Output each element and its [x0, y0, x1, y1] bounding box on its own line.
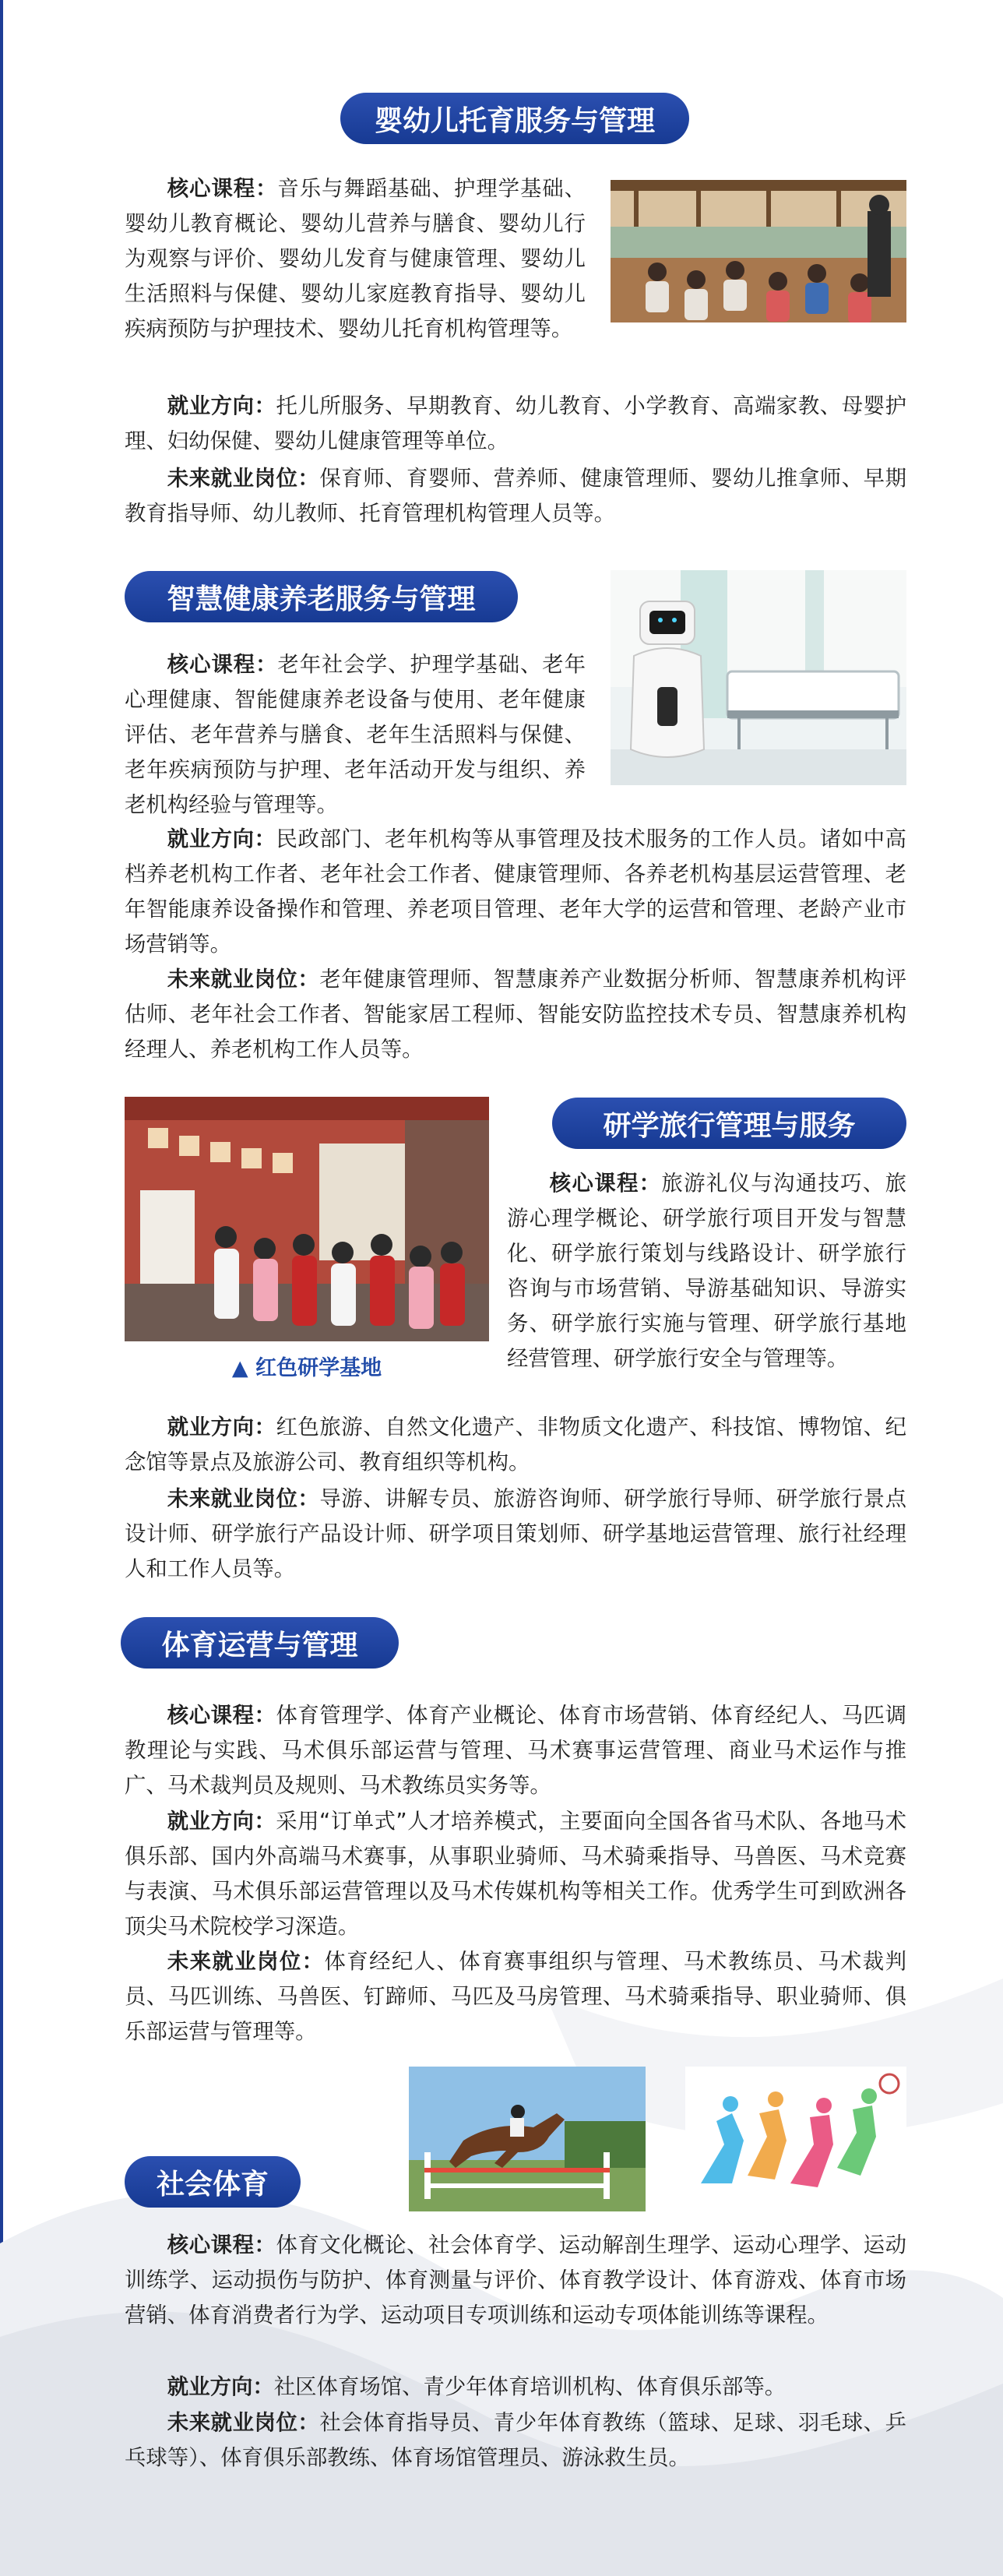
infant-career [125, 389, 906, 459]
infant-courses-label: 核心课程： [167, 177, 278, 201]
social-sports-career-label: 就业方向： [167, 2375, 274, 2399]
sports-ops-jobs-text: 体育经纪人、体育赛事组织与管理、马术教练员、马术裁判员、马匹训练、马兽医、钉蹄师、马匹及马房管理、马术骑乘指导、职业骑师、俱乐部运营与管理等。 [125, 1950, 906, 2044]
photo-caption-red-study-base: ▲ 红色研学基地 [231, 1356, 382, 1380]
infant-career-label: 就业方向： [167, 394, 276, 418]
sports-ops-jobs [125, 1944, 906, 2049]
elderly-career [125, 822, 906, 962]
elderly-career-label: 就业方向： [167, 827, 276, 851]
section-title-social-sports: 社会体育 [125, 2156, 301, 2208]
red-study-base-photo [125, 1097, 489, 1341]
elderly-care-robot-photo [611, 570, 906, 785]
sports-ops-courses-label: 核心课程： [167, 1704, 276, 1728]
social-sports-career [125, 2370, 906, 2405]
elderly-career-text: 民政部门、老年机构等从事管理及技术服务的工作人员。诸如中高档养老机构工作者、老年社会工作者、健康管理师、各养老机构基层运营管理、老年智能康养设备操作和管理、养老项目管理、老年大学的运营和管理、老龄产业市场营销等。 [125, 827, 906, 957]
infant-courses-text: 音乐与舞蹈基础、护理学基础、婴幼儿教育概论、婴幼儿营养与膳食、婴幼儿行为观察与评价、婴幼儿发育与健康管理、婴幼儿生活照料与保健、婴幼儿家庭教育指导、婴幼儿疾病预防与护理技术、婴幼儿托育机构管理等。 [125, 177, 586, 341]
study-travel-career-label: 就业方向： [167, 1415, 276, 1440]
elderly-jobs-text: 老年健康管理师、智慧康养产业数据分析师、智慧康养机构评估师、老年社会工作者、智能家居工程师、智能安防监控技术专员、智慧康养机构经理人、养老机构工作人员等。 [125, 967, 906, 1062]
elderly-courses-text: 老年社会学、护理学基础、老年心理健康、智能健康养老设备与使用、老年健康评估、老年营养与膳食、老年生活照料与保健、老年疾病预防与护理、老年活动开发与组织、养老机构经验与管理等。 [125, 653, 586, 817]
sports-silhouettes-illustration [685, 2067, 906, 2211]
sports-ops-career [125, 1804, 906, 1944]
social-sports-jobs [125, 2405, 906, 2476]
study-travel-courses-label: 核心课程： [549, 1172, 662, 1196]
section-title-study-travel: 研学旅行管理与服务 [552, 1098, 906, 1149]
elderly-courses [125, 647, 586, 823]
social-sports-courses-label: 核心课程： [167, 2233, 276, 2257]
study-travel-career-text: 红色旅游、自然文化遗产、非物质文化遗产、科技馆、博物馆、纪念馆等景点及旅游公司、教育组织等机构。 [125, 1415, 906, 1475]
study-travel-courses-text: 旅游礼仪与沟通技巧、旅游心理学概论、研学旅行项目开发与智慧化、研学旅行策划与线路设计、研学旅行咨询与市场营销、导游基础知识、导游实务、研学旅行实施与管理、研学旅行基地经营管理、研学旅行安全与管理等。 [507, 1172, 906, 1371]
childcare-classroom-photo [611, 180, 906, 322]
study-travel-jobs [125, 1482, 906, 1587]
infant-courses [125, 171, 586, 347]
sports-ops-jobs-label: 未来就业岗位： [167, 1950, 325, 1974]
elderly-jobs-label: 未来就业岗位： [167, 967, 320, 992]
sports-ops-courses [125, 1698, 906, 1803]
social-sports-courses-text: 体育文化概论、社会体育学、运动解剖生理学、运动心理学、运动训练学、运动损伤与防护、体育测量与评价、体育教学设计、体育游戏、体育市场营销、体育消费者行为学、运动项目专项训练和运动专项体能训练等课程。 [125, 2233, 906, 2328]
equestrian-jump-photo [409, 2067, 646, 2211]
study-travel-career [125, 1410, 906, 1480]
section-title-elderly: 智慧健康养老服务与管理 [125, 571, 518, 622]
social-sports-jobs-label: 未来就业岗位： [167, 2411, 320, 2435]
section-title-infant: 婴幼儿托育服务与管理 [340, 93, 689, 144]
elderly-jobs [125, 962, 906, 1067]
infant-jobs-label: 未来就业岗位： [167, 467, 320, 491]
elderly-courses-label: 核心课程： [167, 653, 278, 677]
section-title-sports-ops: 体育运营与管理 [121, 1617, 399, 1669]
social-sports-courses [125, 2228, 906, 2333]
sports-ops-career-label: 就业方向： [167, 1810, 276, 1834]
social-sports-jobs-text: 社会体育指导员、青少年体育教练（篮球、足球、羽毛球、乒乓球等）、体育俱乐部教练、体育场馆管理员、游泳救生员。 [125, 2411, 906, 2470]
sports-ops-courses-text: 体育管理学、体育产业概论、体育市场营销、体育经纪人、马匹调教理论与实践、马术俱乐部运营与管理、马术赛事运营管理、商业马术运作与推广、马术裁判员及规则、马术教练员实务等。 [125, 1704, 906, 1798]
study-travel-courses [507, 1166, 906, 1376]
infant-career-text: 托儿所服务、早期教育、幼儿教育、小学教育、高端家教、母婴护理、妇幼保健、婴幼儿健康管理等单位。 [125, 394, 906, 453]
sports-ops-career-text: 采用“订单式”人才培养模式，主要面向全国各省马术队、各地马术俱乐部、国内外高端马术赛事，从事职业骑师、马术骑乘指导、马兽医、马术竞赛与表演、马术俱乐部运营管理以及马术传媒机构等相关工作。优秀学生可到欧洲各顶尖马术院校学习深造。 [125, 1810, 906, 1939]
infant-jobs-text: 保育师、育婴师、营养师、健康管理师、婴幼儿推拿师、早期教育指导师、幼儿教师、托育管理机构管理人员等。 [125, 467, 906, 526]
study-travel-jobs-label: 未来就业岗位： [167, 1487, 320, 1511]
social-sports-career-text: 社区体育场馆、青少年体育培训机构、体育俱乐部等。 [273, 2375, 787, 2399]
study-travel-jobs-text: 导游、讲解专员、旅游咨询师、研学旅行导师、研学旅行景点设计师、研学旅行产品设计师、研学项目策划师、研学基地运营管理、旅行社经理人和工作人员等。 [125, 1487, 906, 1581]
infant-jobs [125, 461, 906, 531]
